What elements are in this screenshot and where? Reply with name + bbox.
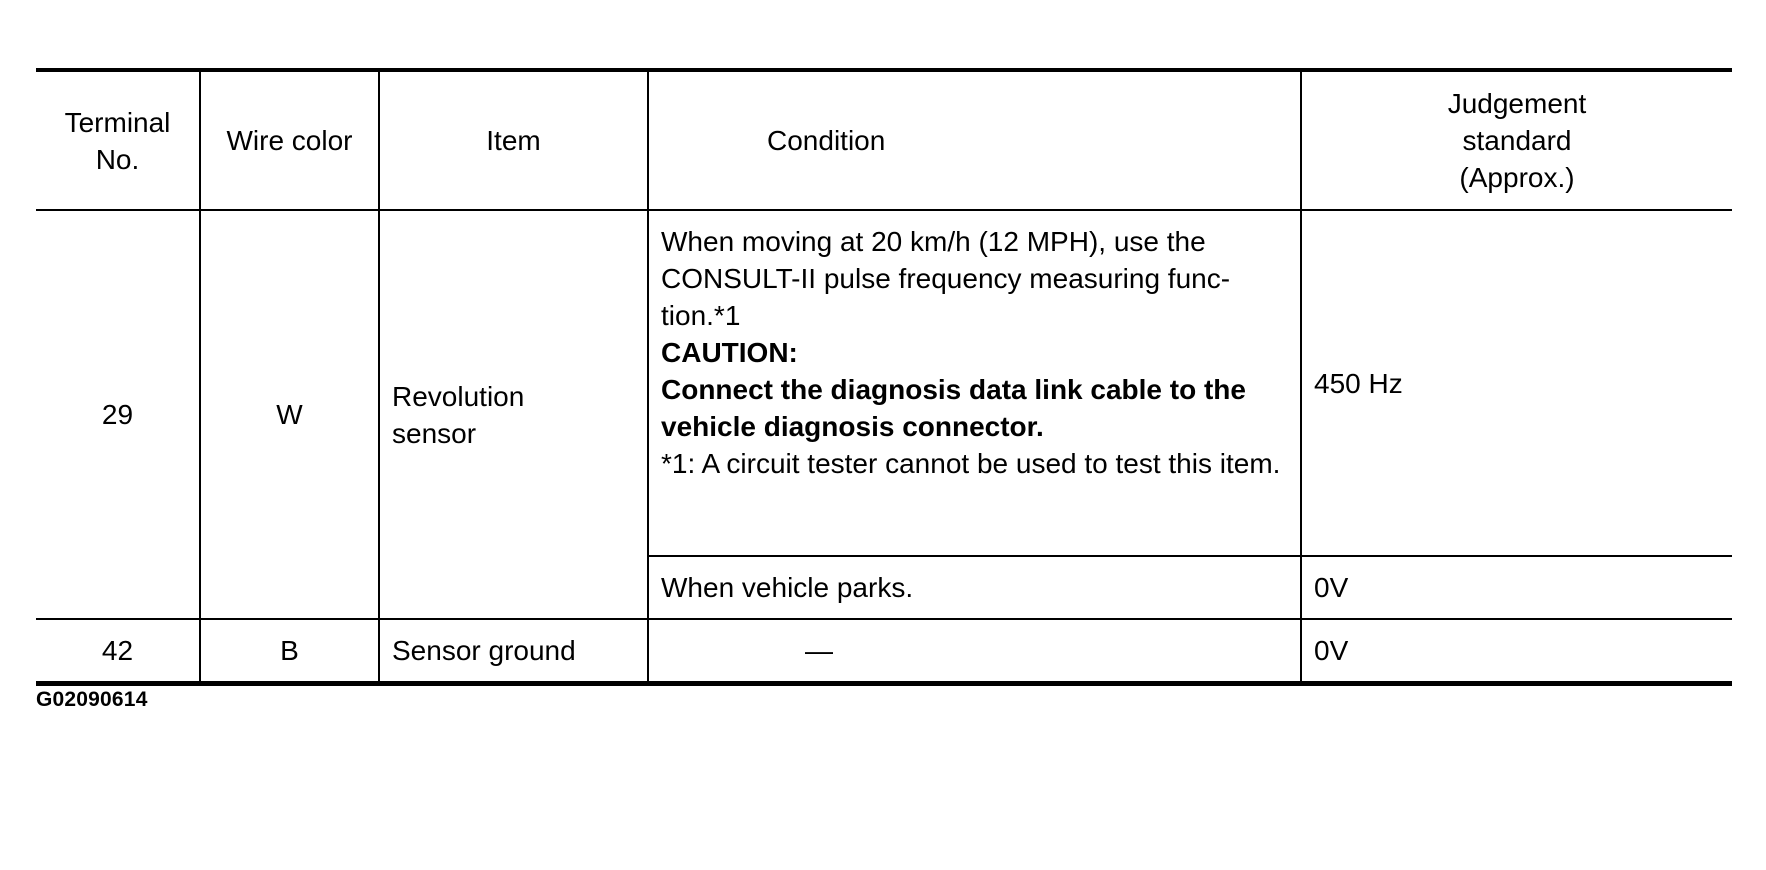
wire-color-cell: B <box>200 619 379 684</box>
condition-cell: When vehicle parks. <box>648 556 1301 619</box>
table-row <box>36 210 1732 556</box>
header-judgement-standard: Judgement standard (Approx.) <box>1301 70 1732 210</box>
header-item: Item <box>379 70 648 210</box>
terminal-number-cell: 29 <box>36 210 200 619</box>
header-wire-color: Wire color <box>200 70 379 210</box>
condition-text: When moving at 20 km/h (12 MPH), use the CONSULT-II pulse frequency measuring func-tion.*1 <box>661 226 1231 331</box>
item-cell: Revolution sensor <box>379 210 648 619</box>
caution-text: Connect the diagnosis data link cable to the vehicle diagnosis connector. <box>661 374 1246 442</box>
item-cell: Sensor ground <box>379 619 648 684</box>
condition-cell <box>648 210 1301 556</box>
condition-cell: — <box>648 619 1301 684</box>
wire-color-cell: W <box>200 210 379 619</box>
judgement-cell: 450 Hz <box>1301 210 1732 556</box>
footnote-text: *1: A circuit tester cannot be used to test this item. <box>661 448 1281 479</box>
judgement-cell: 0V <box>1301 556 1732 619</box>
header-condition: Condition <box>648 70 1301 210</box>
table-row <box>36 619 1732 684</box>
judgement-cell: 0V <box>1301 619 1732 684</box>
terminal-number-cell: 42 <box>36 619 200 684</box>
header-terminal-no: Terminal No. <box>36 70 200 210</box>
terminal-spec-table <box>36 68 1732 686</box>
figure-code: G02090614 <box>36 688 148 711</box>
caution-label: CAUTION: <box>661 337 798 368</box>
header-row <box>36 70 1732 210</box>
